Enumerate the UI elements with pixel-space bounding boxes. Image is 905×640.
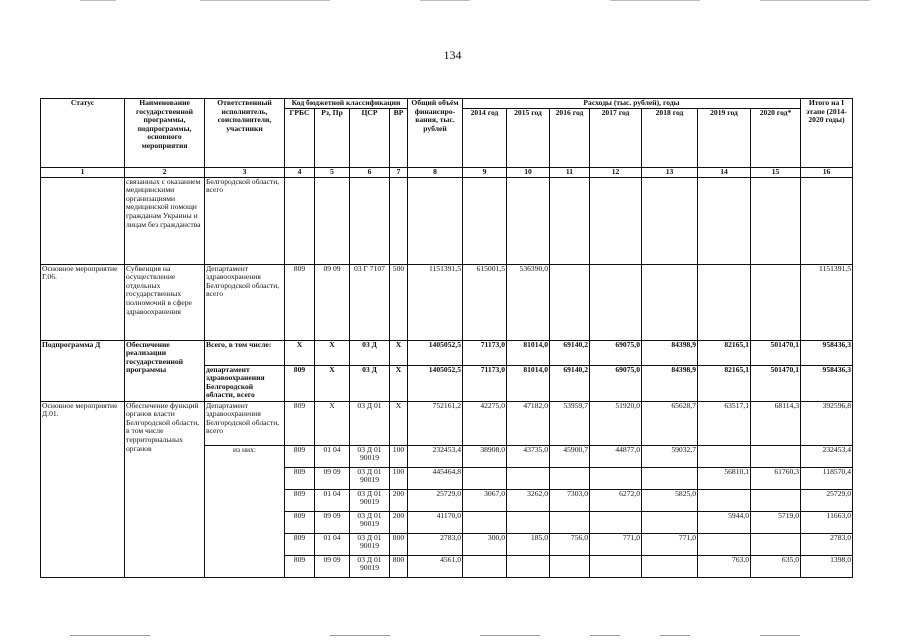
column-number: 7	[390, 168, 408, 178]
csr-cell: 03 Д 01 90019	[350, 533, 390, 555]
year-cell: 65628,7	[642, 401, 698, 445]
vr-cell: Х	[390, 340, 408, 365]
header-grbs: ГРБС	[285, 109, 315, 168]
year-cell	[642, 511, 698, 533]
status-cell: Основное мероприятие Д.01.	[41, 401, 125, 577]
year-cell: 771,0	[642, 533, 698, 555]
year-cell: 69140,2	[550, 340, 590, 365]
column-number: 12	[590, 168, 642, 178]
vr-cell: 200	[390, 489, 408, 511]
table-row	[41, 264, 853, 340]
header-year: 2016 год	[550, 109, 590, 168]
year-cell: 69075,0	[590, 340, 642, 365]
column-number: 6	[350, 168, 390, 178]
year-cell	[463, 511, 507, 533]
year-cell: 6272,0	[590, 489, 642, 511]
column-number: 5	[315, 168, 350, 178]
grbs-cell: 809	[285, 533, 315, 555]
year-cell	[642, 467, 698, 489]
year-cell: 5944,0	[698, 511, 751, 533]
year-cell	[463, 555, 507, 577]
column-number: 1	[41, 168, 125, 178]
year-cell: 81014,0	[507, 340, 550, 365]
year-cell: 71173,0	[463, 365, 507, 401]
name-cell: Обеспечение функций органов власти Белгородской области, в том числе территориальных органов	[125, 401, 205, 577]
rzpr-cell: 01 04	[315, 489, 350, 511]
year-cell	[642, 264, 698, 340]
year-cell: 763,0	[698, 555, 751, 577]
year-cell: 3067,0	[463, 489, 507, 511]
rzpr-cell: 01 04	[315, 533, 350, 555]
total-cell: 445464,8	[408, 467, 463, 489]
column-number: 11	[550, 168, 590, 178]
header-year: 2015 год	[507, 109, 550, 168]
responsible-cell: Всего, в том числе:	[205, 340, 285, 365]
rzpr-cell: 09 09	[315, 555, 350, 577]
year-cell	[590, 511, 642, 533]
grbs-cell: 809	[285, 489, 315, 511]
rzpr-cell: 01 04	[315, 445, 350, 467]
year-cell: 756,0	[550, 533, 590, 555]
vr-cell: 800	[390, 555, 408, 577]
vr-cell: Х	[390, 401, 408, 445]
total-cell: 4561,0	[408, 555, 463, 577]
itogo-cell: 25729,0	[801, 489, 853, 511]
year-cell: 536390,0	[507, 264, 550, 340]
total-cell: 25729,0	[408, 489, 463, 511]
year-cell: 5719,0	[751, 511, 801, 533]
year-cell: 771,0	[590, 533, 642, 555]
table-row	[41, 401, 853, 445]
rzpr-cell: Х	[315, 340, 350, 365]
year-cell: 84398,9	[642, 340, 698, 365]
name-cell: Субвенция на осуществление отдельных государственных полномочий в сфере здравоохранения	[125, 264, 205, 340]
year-cell	[590, 264, 642, 340]
year-cell: 63517,1	[698, 401, 751, 445]
header-responsible: Ответственный исполнитель, соисполнители, участники	[205, 99, 285, 168]
csr-cell: 03 Д	[350, 340, 390, 365]
header-name: Наименование государственной программы, подпрограммы, основного мероприятия	[125, 99, 205, 168]
header-itogo: Итого на I этапе (2014-2020 годы)	[801, 99, 853, 168]
grbs-cell	[285, 177, 315, 264]
vr-cell: 800	[390, 533, 408, 555]
year-cell: 82165,1	[698, 340, 751, 365]
year-cell	[751, 177, 801, 264]
year-cell: 300,0	[463, 533, 507, 555]
header-total-volume: Общий объём финансиро-вания, тыс. рублей	[408, 99, 463, 168]
year-cell	[751, 489, 801, 511]
responsible-cell: Белгородской области, всего	[205, 177, 285, 264]
csr-cell: 03 Д 01 90019	[350, 467, 390, 489]
year-cell	[463, 467, 507, 489]
header-status: Статус	[41, 99, 125, 168]
grbs-cell: 809	[285, 445, 315, 467]
year-cell	[698, 177, 751, 264]
table-row	[41, 177, 853, 264]
year-cell: 61760,3	[751, 467, 801, 489]
vr-cell: 500	[390, 264, 408, 340]
year-cell: 3262,0	[507, 489, 550, 511]
responsible-cell: Департамент здравоохранения Белгородской области, всего	[205, 401, 285, 445]
total-cell: 1405052,5	[408, 340, 463, 365]
year-cell	[751, 445, 801, 467]
header-year: 2019 год	[698, 109, 751, 168]
year-cell	[507, 511, 550, 533]
year-cell: 5825,0	[642, 489, 698, 511]
year-cell: 84398,9	[642, 365, 698, 401]
year-cell: 42275,0	[463, 401, 507, 445]
itogo-cell: 118570,4	[801, 467, 853, 489]
year-cell: 69075,0	[590, 365, 642, 401]
total-cell: 752161,2	[408, 401, 463, 445]
year-cell: 56810,1	[698, 467, 751, 489]
year-cell	[550, 467, 590, 489]
grbs-cell: 809	[285, 511, 315, 533]
total-cell: 1405052,5	[408, 365, 463, 401]
name-cell: Обеспечение реализации государственной программы	[125, 340, 205, 401]
year-cell	[698, 445, 751, 467]
year-cell	[698, 533, 751, 555]
year-cell	[642, 555, 698, 577]
page-number: 134	[443, 48, 462, 62]
name-cell: связанных с оказанием медицинскими организациями медицинской помощи гражданам Украины и лицам без гражданства	[125, 177, 205, 264]
year-cell	[642, 177, 698, 264]
column-number: 8	[408, 168, 463, 178]
itogo-cell: 11663,0	[801, 511, 853, 533]
year-cell: 51920,0	[590, 401, 642, 445]
vr-cell: 200	[390, 511, 408, 533]
year-cell	[698, 264, 751, 340]
column-number: 2	[125, 168, 205, 178]
csr-cell	[350, 177, 390, 264]
budget-table	[40, 98, 853, 578]
vr-cell: Х	[390, 365, 408, 401]
rzpr-cell: Х	[315, 365, 350, 401]
year-cell: 81014,0	[507, 365, 550, 401]
itogo-cell: 958436,3	[801, 365, 853, 401]
year-cell: 47182,0	[507, 401, 550, 445]
total-cell: 41170,0	[408, 511, 463, 533]
vr-cell: 100	[390, 445, 408, 467]
total-cell: 232453,4	[408, 445, 463, 467]
year-cell	[550, 555, 590, 577]
status-cell	[41, 177, 125, 264]
csr-cell: 03 Д 01 90019	[350, 555, 390, 577]
total-cell: 2783,0	[408, 533, 463, 555]
year-cell	[590, 555, 642, 577]
year-cell: 44877,0	[590, 445, 642, 467]
year-cell	[751, 264, 801, 340]
grbs-cell: 809	[285, 365, 315, 401]
year-cell: 38908,0	[463, 445, 507, 467]
year-cell: 635,0	[751, 555, 801, 577]
year-cell	[550, 264, 590, 340]
header-csr: ЦСР	[350, 109, 390, 168]
year-cell	[590, 177, 642, 264]
vr-cell	[390, 177, 408, 264]
responsible-cell: департамент здравоохранения Белгородской области, всего	[205, 365, 285, 401]
grbs-cell: 809	[285, 467, 315, 489]
rzpr-cell: 09 09	[315, 467, 350, 489]
grbs-cell: 809	[285, 555, 315, 577]
total-cell	[408, 177, 463, 264]
header-budget-code: Код бюджетной классификации	[285, 99, 408, 109]
header-vr: ВР	[390, 109, 408, 168]
year-cell	[590, 467, 642, 489]
itogo-cell: 392596,8	[801, 401, 853, 445]
csr-cell: 03 Д 01 90019	[350, 445, 390, 467]
year-cell: 82165,1	[698, 365, 751, 401]
header-year: 2020 год*	[751, 109, 801, 168]
status-cell: Основное мероприятие Г.06.	[41, 264, 125, 340]
itogo-cell: 2783,0	[801, 533, 853, 555]
itogo-cell: 232453,4	[801, 445, 853, 467]
header-year: 2018 год	[642, 109, 698, 168]
year-cell: 68114,3	[751, 401, 801, 445]
year-cell	[550, 177, 590, 264]
vr-cell: 100	[390, 467, 408, 489]
year-cell	[463, 177, 507, 264]
responsible-cell: Департамент здравоохранения Белгородской области, всего	[205, 264, 285, 340]
table-row	[41, 340, 853, 365]
itogo-cell: 1151391,5	[801, 264, 853, 340]
csr-cell: 03 Д	[350, 365, 390, 401]
csr-cell: 03 Д 01	[350, 401, 390, 445]
rzpr-cell: 09 09	[315, 511, 350, 533]
column-number: 9	[463, 168, 507, 178]
csr-cell: 03 Д 01 90019	[350, 511, 390, 533]
column-number: 16	[801, 168, 853, 178]
rzpr-cell: 09 09	[315, 264, 350, 340]
year-cell: 53959,7	[550, 401, 590, 445]
column-number: 15	[751, 168, 801, 178]
header-expenses: Расходы (тыс. рублей), годы	[463, 99, 801, 109]
year-cell	[507, 555, 550, 577]
year-cell	[507, 177, 550, 264]
itogo-cell: 1398,0	[801, 555, 853, 577]
year-cell: 501470,1	[751, 365, 801, 401]
year-cell: 501470,1	[751, 340, 801, 365]
itogo-cell: 958436,3	[801, 340, 853, 365]
column-number: 14	[698, 168, 751, 178]
year-cell	[751, 533, 801, 555]
year-cell	[698, 489, 751, 511]
rzpr-cell	[315, 177, 350, 264]
year-cell: 59032,7	[642, 445, 698, 467]
year-cell: 71173,0	[463, 340, 507, 365]
rzpr-cell: Х	[315, 401, 350, 445]
csr-cell: 03 Г 7107	[350, 264, 390, 340]
header-year: 2017 год	[590, 109, 642, 168]
grbs-cell: 809	[285, 401, 315, 445]
column-number: 13	[642, 168, 698, 178]
year-cell	[507, 467, 550, 489]
column-number: 4	[285, 168, 315, 178]
grbs-cell: 809	[285, 264, 315, 340]
year-cell	[550, 511, 590, 533]
year-cell: 615001,5	[463, 264, 507, 340]
itogo-cell	[801, 177, 853, 264]
column-number: 10	[507, 168, 550, 178]
year-cell: 185,0	[507, 533, 550, 555]
column-number: 3	[205, 168, 285, 178]
grbs-cell: Х	[285, 340, 315, 365]
responsible-cell: из них:	[205, 445, 285, 577]
csr-cell: 03 Д 01 90019	[350, 489, 390, 511]
status-cell: Подпрограмма Д	[41, 340, 125, 401]
year-cell: 43735,0	[507, 445, 550, 467]
header-year: 2014 год	[463, 109, 507, 168]
year-cell: 69140,2	[550, 365, 590, 401]
year-cell: 45900,7	[550, 445, 590, 467]
year-cell: 7303,0	[550, 489, 590, 511]
total-cell: 1151391,5	[408, 264, 463, 340]
header-rzpr: Рз, Пр	[315, 109, 350, 168]
